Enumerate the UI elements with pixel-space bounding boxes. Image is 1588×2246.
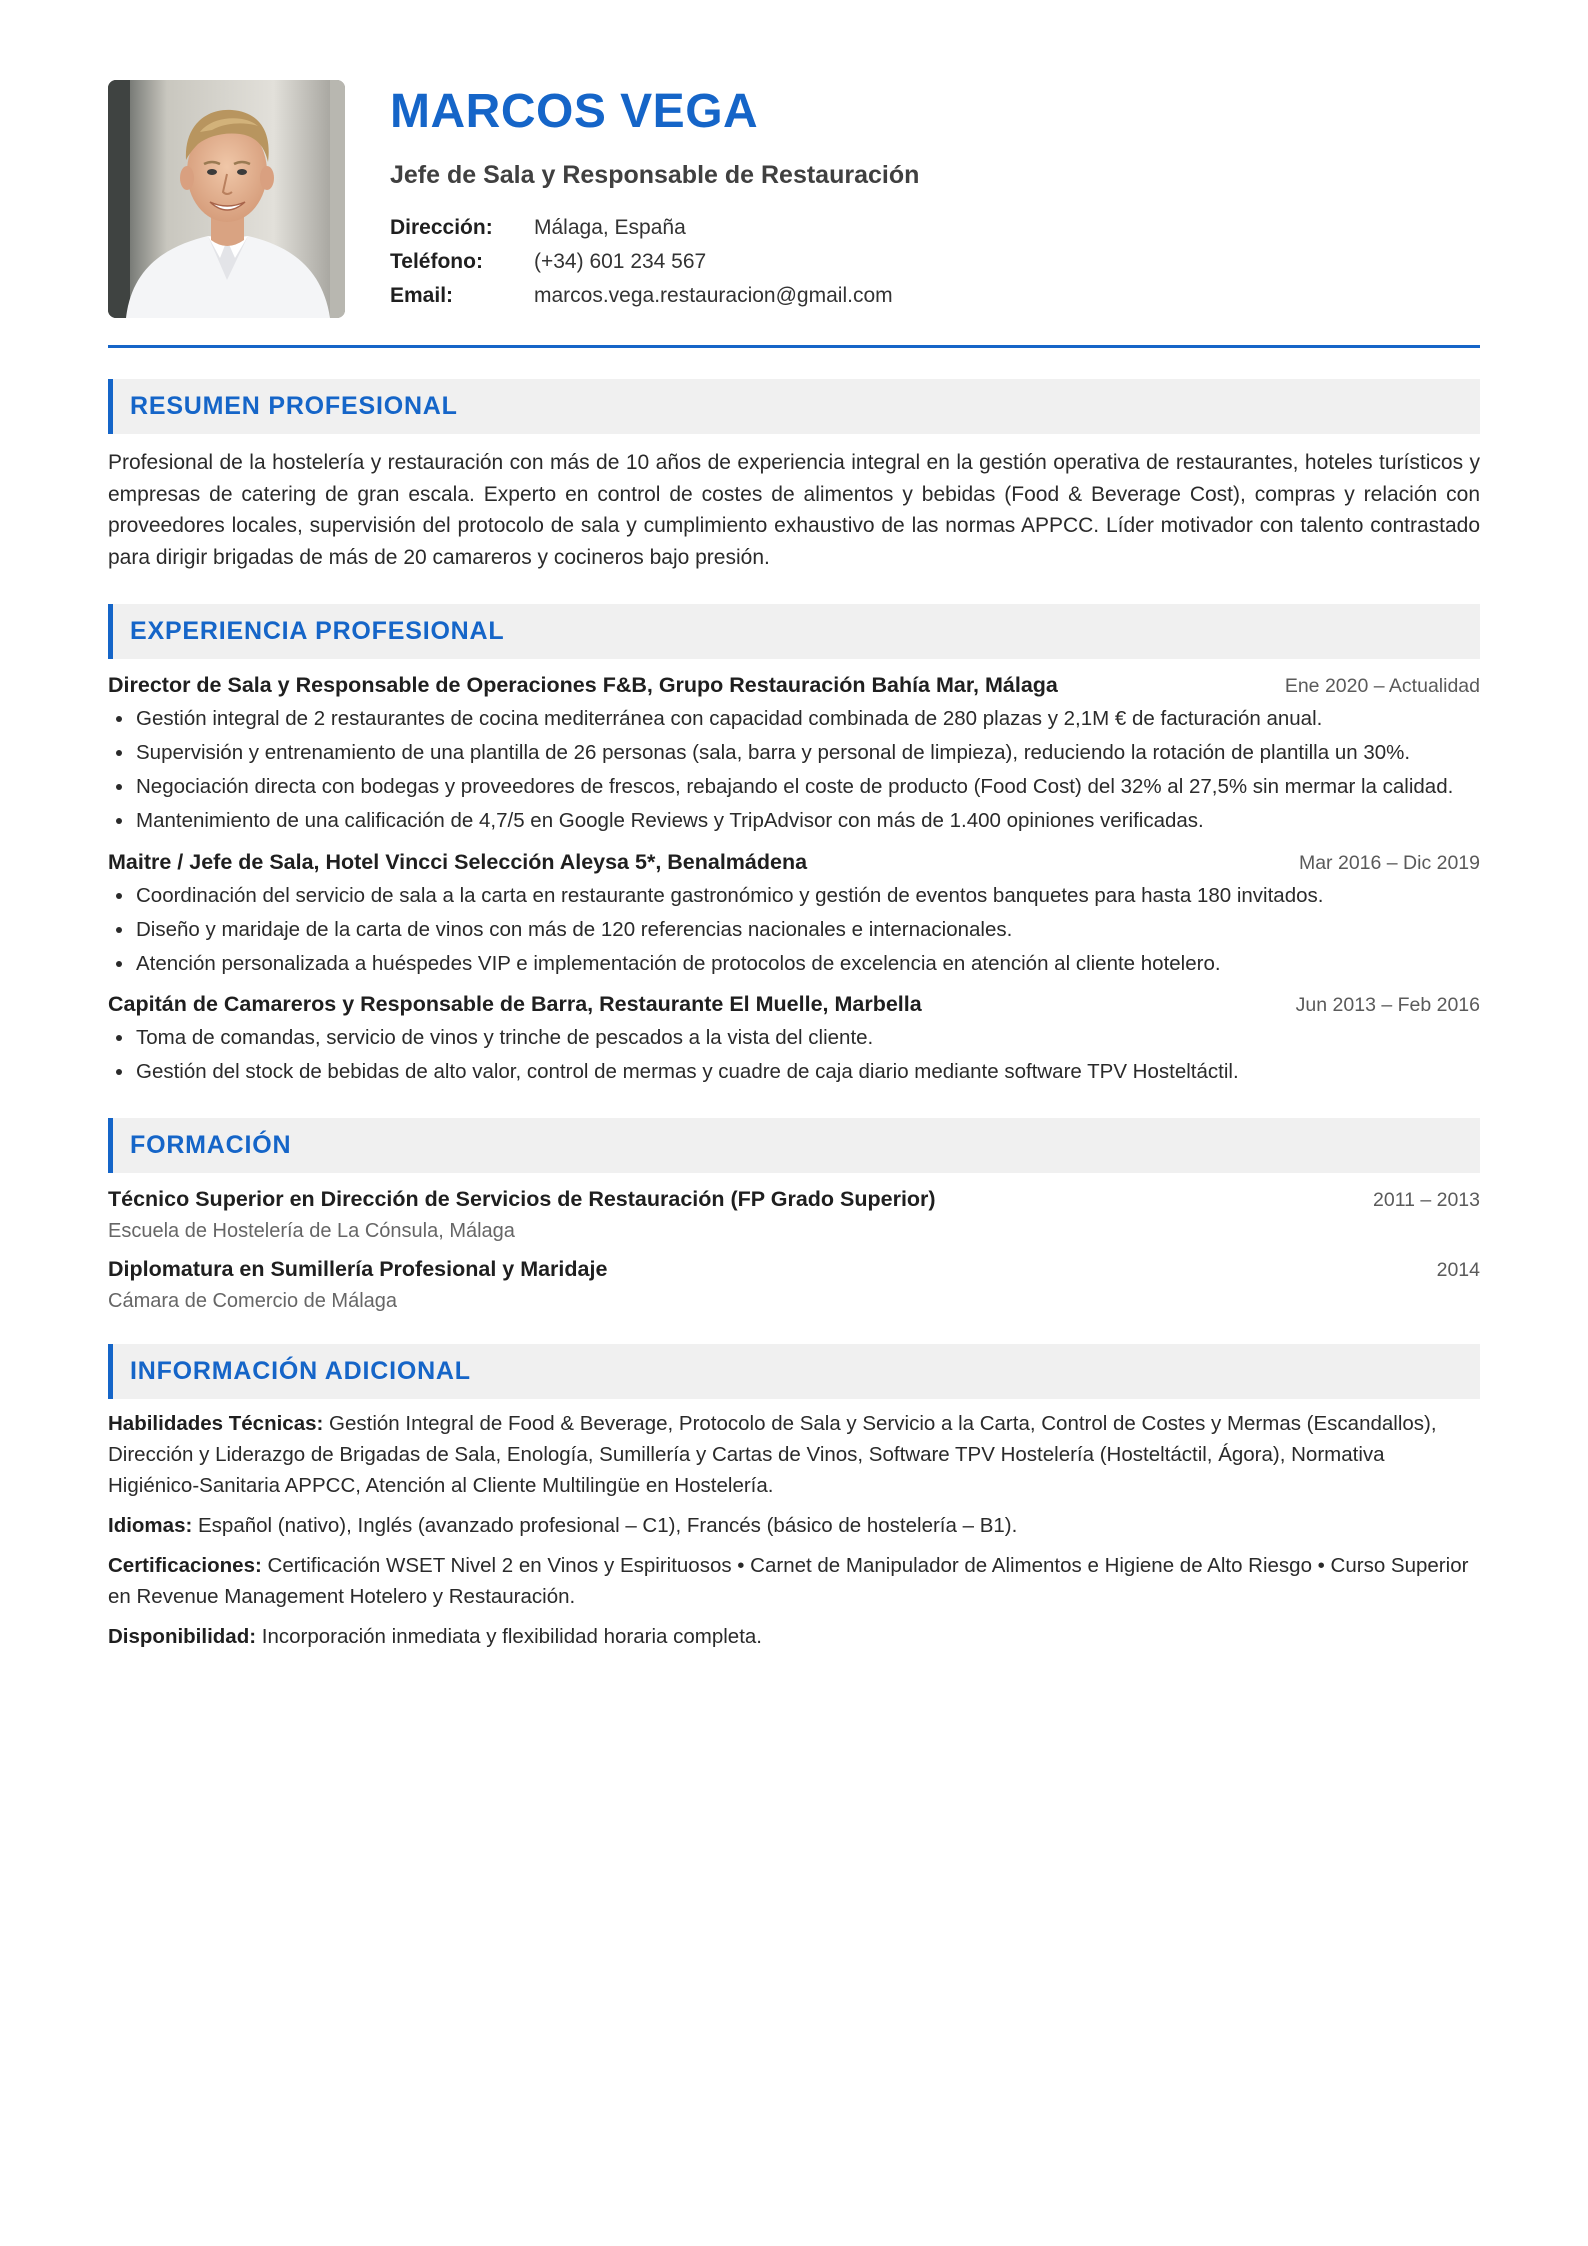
job-bullets <box>108 704 1480 836</box>
job-header <box>108 850 1480 875</box>
contact-label: Teléfono: <box>390 250 483 273</box>
bullet-item: Negociación directa con bodegas y proveedores de frescos, rebajando el coste de producto (Food Cost) del 32% al 27,5% sin mermar la calidad. <box>108 772 1480 802</box>
bullet-item: Diseño y maridaje de la carta de vinos con más de 120 referencias nacionales e internacionales. <box>108 915 1480 945</box>
profile-photo <box>108 80 345 318</box>
candidate-name: MARCOS VEGA <box>390 85 759 138</box>
education-entry <box>108 1187 1480 1243</box>
job-entry <box>108 850 1480 979</box>
bullet-item: Supervisión y entrenamiento de una plantilla de 26 personas (sala, barra y personal de limpieza), reduciendo la rotación de plantilla un 30%. <box>108 738 1480 768</box>
additional-label: Habilidades Técnicas: <box>108 1411 324 1435</box>
job-date: Jun 2013 – Feb 2016 <box>1295 994 1480 1016</box>
job-bullets <box>108 881 1480 979</box>
header-info <box>390 80 919 313</box>
section-title: INFORMACIÓN ADICIONAL <box>130 1356 471 1385</box>
additional-certifications <box>108 1550 1480 1612</box>
job-entry <box>108 992 1480 1087</box>
contact-details <box>390 211 919 313</box>
candidate-title: Jefe de Sala y Responsable de Restauración <box>390 161 920 189</box>
contact-row-email <box>390 279 919 313</box>
job-date: Mar 2016 – Dic 2019 <box>1298 851 1480 874</box>
phone-value: (+34) 601 234 567 <box>534 250 707 273</box>
additional-availability <box>108 1621 1480 1652</box>
additional-label: Disponibilidad: <box>108 1624 257 1648</box>
section-title: RESUMEN PROFESIONAL <box>130 392 458 420</box>
additional-label: Certificaciones: <box>108 1553 262 1577</box>
degree-title: Técnico Superior en Dirección de Servicios de Restauración (FP Grado Superior) <box>108 1186 936 1211</box>
additional-text: Gestión Integral de Food & Beverage, Protocolo de Sala y Servicio a la Carta, Control de Costes y Mermas (Escandallos), Dirección y Liderazgo de Brigadas de Sala, Enología, Sumillería y Cartas de Vinos, Software TPV Hostelería (Hosteltáctil, Ágora), Normativa Higiénico-Sanitaria APPCC, Atención al Cliente Multilingüe en Hostelería. <box>108 1411 1437 1497</box>
job-header <box>108 992 1480 1017</box>
education-header <box>108 1257 1480 1282</box>
education-header <box>108 1187 1480 1212</box>
job-title: Maitre / Jefe de Sala, Hotel Vincci Selección Aleysa 5*, Benalmádena <box>108 849 808 874</box>
job-header <box>108 673 1480 698</box>
email-value: marcos.vega.restauracion@gmail.com <box>534 284 893 307</box>
additional-text: Español (nativo), Inglés (avanzado profesional – C1), Francés (básico de hostelería – B1). <box>192 1513 1018 1537</box>
bullet-item: Mantenimiento de una calificación de 4,7/5 en Google Reviews y TripAdvisor con más de 1.400 opiniones verificadas. <box>108 806 1480 836</box>
job-entry <box>108 673 1480 836</box>
contact-label: Dirección: <box>390 216 493 239</box>
education-date: 2014 <box>1436 1258 1480 1281</box>
additional-languages <box>108 1510 1480 1541</box>
job-date: Ene 2020 – Actualidad <box>1284 675 1480 697</box>
additional-label: Idiomas: <box>108 1513 193 1537</box>
bullet-item: Gestión integral de 2 restaurantes de cocina mediterránea con capacidad combinada de 280 plazas y 2,1M € de facturación anual. <box>108 704 1480 734</box>
bullet-item: Toma de comandas, servicio de vinos y trinche de pescados a la vista del cliente. <box>108 1023 1480 1053</box>
resume-header <box>108 80 1480 318</box>
section-title: FORMACIÓN <box>130 1130 292 1159</box>
education-entry <box>108 1257 1480 1313</box>
degree-title: Diplomatura en Sumillería Profesional y Maridaje <box>108 1256 608 1281</box>
school-name: Cámara de Comercio de Málaga <box>108 1289 398 1312</box>
summary-text: Profesional de la hostelería y restauración con más de 10 años de experiencia integral en la gestión operativa de restaurantes, hoteles turísticos y empresas de catering de gran escala. Experto en control de costes de alimentos y bebidas (Food & Beverage Cost), compras y relación con proveedores locales, supervisión del protocolo de sala y cumplimiento exhaustivo de las normas APPCC. Líder motivador con talento contrastado para dirigir brigadas de más de 20 camareros y cocineros bajo presión. <box>108 451 1480 569</box>
section-heading-experience <box>108 604 1480 659</box>
additional-text: Certificación WSET Nivel 2 en Vinos y Espirituosos • Carnet de Manipulador de Alimentos e Higiene de Alto Riesgo • Curso Superior en Revenue Management Hotelero y Restauración. <box>108 1553 1469 1608</box>
school-name: Escuela de Hostelería de La Cónsula, Málaga <box>108 1219 515 1242</box>
header-divider <box>108 345 1480 348</box>
education-date: 2011 – 2013 <box>1373 1188 1480 1211</box>
contact-row-phone <box>390 245 919 279</box>
additional-text: Incorporación inmediata y flexibilidad horaria completa. <box>256 1624 762 1648</box>
section-title: EXPERIENCIA PROFESIONAL <box>130 617 505 645</box>
bullet-item: Gestión del stock de bebidas de alto valor, control de mermas y cuadre de caja diario mediante software TPV Hosteltáctil. <box>108 1057 1480 1087</box>
section-heading-education <box>108 1118 1480 1173</box>
section-heading-summary <box>108 379 1480 434</box>
bullet-item: Coordinación del servicio de sala a la carta en restaurante gastronómico y gestión de eventos banquetes para hasta 180 invitados. <box>108 881 1480 911</box>
address-value: Málaga, España <box>534 216 686 239</box>
contact-label: Email: <box>390 284 454 307</box>
job-title: Capitán de Camareros y Responsable de Barra, Restaurante El Muelle, Marbella <box>108 992 922 1016</box>
job-title: Director de Sala y Responsable de Operaciones F&B, Grupo Restauración Bahía Mar, Málaga <box>108 673 1058 697</box>
bullet-item: Atención personalizada a huéspedes VIP e implementación de protocolos de excelencia en atención al cliente hotelero. <box>108 949 1480 979</box>
section-heading-additional <box>108 1344 1480 1399</box>
job-bullets <box>108 1023 1480 1087</box>
additional-skills <box>108 1408 1480 1501</box>
contact-row-address <box>390 211 919 245</box>
